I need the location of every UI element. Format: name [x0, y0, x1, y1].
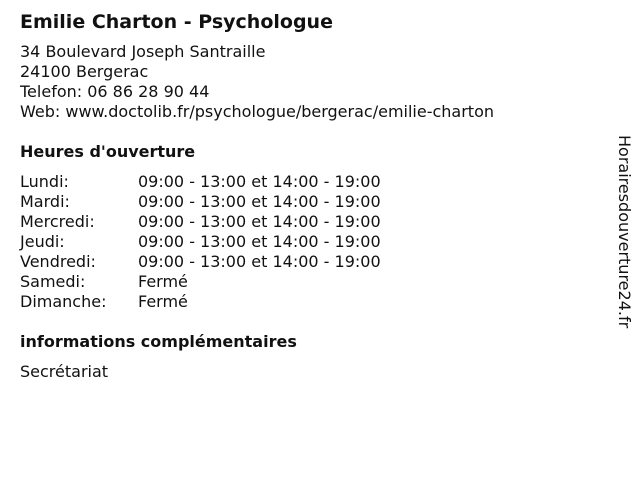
day-label: Samedi: [20, 272, 86, 291]
hours-row [20, 252, 610, 272]
website-link: Web: www.doctolib.fr/psychologue/bergerac/emilie-charton [20, 102, 494, 121]
hours-row [20, 192, 610, 212]
info-text: Secrétariat [20, 362, 109, 381]
time-value: Fermé [138, 272, 188, 291]
day-label: Vendredi: [20, 252, 96, 271]
day-label: Jeudi: [20, 232, 65, 251]
phone-number: Telefon: 06 86 28 90 44 [20, 82, 210, 101]
day-label: Dimanche: [20, 292, 107, 311]
business-card [20, 9, 610, 382]
hours-row [20, 172, 610, 192]
hours-table [20, 172, 610, 312]
time-value: 09:00 - 13:00 et 14:00 - 19:00 [138, 172, 381, 191]
time-value: 09:00 - 13:00 et 14:00 - 19:00 [138, 232, 381, 251]
time-value: Fermé [138, 292, 188, 311]
hours-row [20, 292, 610, 312]
hours-row [20, 232, 610, 252]
time-value: 09:00 - 13:00 et 14:00 - 19:00 [138, 252, 381, 271]
day-label: Lundi: [20, 172, 69, 191]
city-address: 24100 Bergerac [20, 62, 149, 81]
page-title: Emilie Charton - Psychologue [20, 11, 333, 33]
hours-heading: Heures d'ouverture [20, 142, 196, 161]
day-label: Mardi: [20, 192, 70, 211]
watermark-site-label: Horairesdouverture24.fr [615, 135, 634, 329]
hours-row [20, 212, 610, 232]
hours-row [20, 272, 610, 292]
time-value: 09:00 - 13:00 et 14:00 - 19:00 [138, 192, 381, 211]
day-label: Mercredi: [20, 212, 95, 231]
time-value: 09:00 - 13:00 et 14:00 - 19:00 [138, 212, 381, 231]
street-address: 34 Boulevard Joseph Santraille [20, 42, 266, 61]
info-heading: informations complémentaires [20, 332, 297, 351]
contact-block [20, 42, 610, 122]
